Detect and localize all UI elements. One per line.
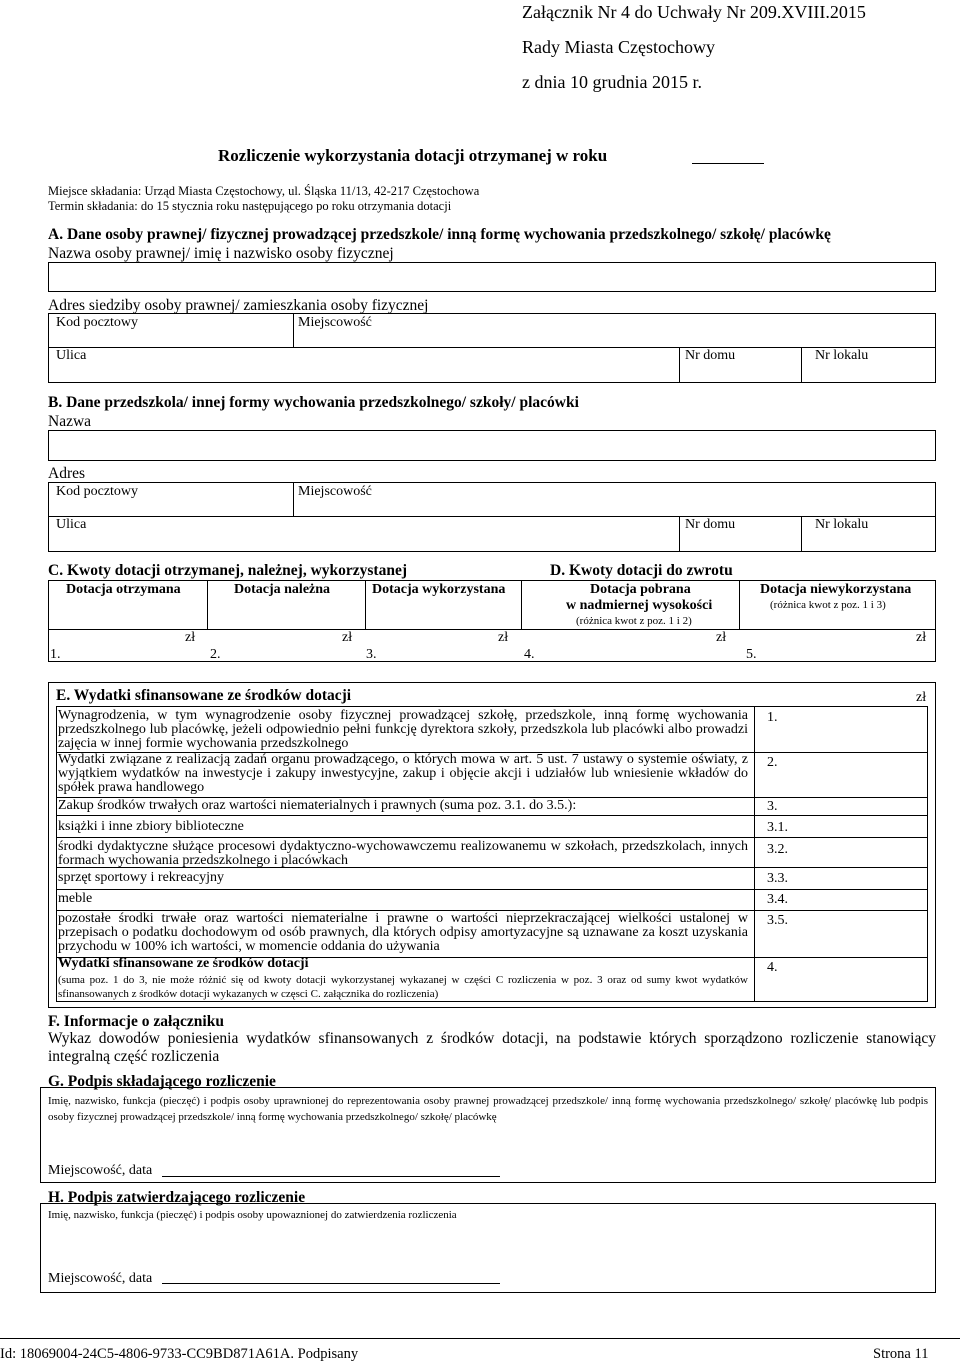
num-4: 4. [524, 647, 535, 662]
header-line-2: Rady Miasta Częstochowy [522, 37, 715, 57]
section-a-flat-label: Nr lokalu [815, 348, 869, 363]
expense-row-35-text: pozostałe środki trwałe oraz wartości niematerialne i prawne o wartości nieprzekraczającej wielkości ustalonej w przepisach o podatku dochodowym od osób prawnych, dla których odpisy amortyzacyjne są uznawane za koszt uzyskania przychodu w 100% ich wartości, w momencie oddania do używania [58, 911, 748, 954]
section-a-name-field[interactable] [48, 262, 936, 292]
section-f-text: Wykaz dowodów poniesienia wydatków sfinansowanych z środków dotacji, na podstawie których sporządzono rozliczenie stanowiący integralną część rozliczenia [48, 1030, 936, 1065]
section-a-street-label: Ulica [56, 348, 87, 363]
currency-3: zł [498, 630, 509, 645]
expense-row-33-num: 3.3. [767, 871, 788, 886]
footer-page-number: Strona 11 [873, 1346, 929, 1362]
section-a-title: A. Dane osoby prawnej/ fizycznej prowadzącej przedszkole/ inną formę wychowania przedszkolnego/ szkołę/ placówkę [48, 226, 831, 243]
expense-row-2-num: 2. [767, 755, 778, 770]
col-overpaid-header-1: Dotacja pobrana [590, 582, 691, 597]
expense-row-2-text: Wydatki związane z realizacją zadań organu prowadzącego, o których mowa w art. 5 ust. 7 ustawy o systemie oświaty, z wyjątkiem wydatków na inwestycje i zakupy inwestycyjne, zakup i objęcie akcji i udziałów lub wniesienie wkładów do spółek prawa handlowego [58, 752, 748, 795]
col-overpaid-header-2: w nadmiernej wysokości [566, 598, 713, 613]
expense-row-31-num: 3.1. [767, 820, 788, 835]
expense-row-31-text: książki i inne zbiory biblioteczne [58, 819, 244, 834]
currency-1: zł [185, 630, 196, 645]
col-overpaid-note: (różnica kwot z poz. 1 i 2) [576, 615, 692, 627]
footer-rule [0, 1338, 960, 1339]
page-title: Rozliczenie wykorzystania dotacji otrzymanej w roku [218, 146, 608, 165]
expense-row-1-num: 1. [767, 710, 778, 725]
section-a-address-box [48, 313, 936, 383]
currency-4: zł [716, 630, 727, 645]
expense-row-3-text: Zakup środków trwałych oraz wartości niematerialnych i prawnych (suma poz. 3.1. do 3.5.): [58, 798, 577, 813]
section-g-place-date-line[interactable] [162, 1176, 500, 1177]
section-g-text: Imię, nazwisko, funkcja (pieczęć) i podpis osoby uprawnionej do reprezentowania osoby prawnej prowadzącej przedszkole/ inną formę wychowania przedszkolnego/ szkołę/ placówkę lub podpis osoby fizycznej prowadzącej przedszkole/ inną formę wychowania przedszkolnego/ szkołę/ placówkę [48, 1095, 928, 1123]
section-h-title: H. Podpis zatwierdzającego rozliczenie [48, 1189, 306, 1206]
section-h-place-date-label: Miejscowość, data [48, 1271, 153, 1286]
num-2: 2. [210, 647, 221, 662]
section-a-name-label: Nazwa osoby prawnej/ imię i nazwisko osoby fizycznej [48, 245, 394, 262]
num-3: 3. [366, 647, 377, 662]
expense-row-34-num: 3.4. [767, 892, 788, 907]
col-due-header: Dotacja należna [234, 582, 331, 597]
expense-row-4-num: 4. [767, 960, 778, 975]
col-used-header: Dotacja wykorzystana [372, 582, 506, 597]
section-h-place-date-line[interactable] [162, 1283, 500, 1284]
expense-row-33-text: sprzęt sportowy i rekreacyjny [58, 870, 224, 885]
currency-2: zł [342, 630, 353, 645]
header-line-1: Załącznik Nr 4 do Uchwały Nr 209.XVIII.2015 [522, 2, 866, 22]
year-line [692, 163, 764, 164]
header-line-3: z dnia 10 grudnia 2015 r. [522, 72, 702, 92]
expense-row-35-num: 3.5. [767, 913, 788, 928]
footer-id: Id: 18069004-24C5-4806-9733-CC9BD871A61A. Podpisany [0, 1346, 359, 1362]
section-b-street-label: Ulica [56, 517, 87, 532]
section-a-city-label: Miejscowość [298, 315, 372, 330]
expense-row-4-title: Wydatki sfinansowane ze środków dotacji [58, 956, 309, 971]
section-b-name-field[interactable] [48, 430, 936, 461]
expense-row-34-text: meble [58, 891, 93, 906]
section-a-address-label: Adres siedziby osoby prawnej/ zamieszkania osoby fizycznej [48, 297, 429, 314]
section-a-house-label: Nr domu [685, 348, 736, 363]
section-b-city-label: Miejscowość [298, 484, 372, 499]
section-e-currency: zł [916, 690, 927, 705]
col-unused-header: Dotacja niewykorzystana [760, 582, 912, 597]
section-b-flat-label: Nr lokalu [815, 517, 869, 532]
expense-row-3-num: 3. [767, 799, 778, 814]
section-b-address-box [48, 482, 936, 552]
section-f-title: F. Informacje o załączniku [48, 1013, 224, 1030]
section-b-address-label: Adres [48, 465, 86, 482]
num-5: 5. [746, 647, 757, 662]
section-g-title: G. Podpis składającego rozliczenie [48, 1073, 276, 1090]
section-b-postal-label: Kod pocztowy [56, 484, 139, 499]
expense-row-4-text: (suma poz. 1 do 3, nie może różnić się od kwoty dotacji wykorzystanej wykazanej w części C rozliczenia w poz. 3 oraz od sumy kwot wydatków sfinansowanych z środków dotacji wykazanych w częsci C. załącznika do rozliczenia) [58, 974, 748, 1000]
col-received-header: Dotacja otrzymana [66, 582, 181, 597]
expense-row-32-num: 3.2. [767, 842, 788, 857]
section-b-house-label: Nr domu [685, 517, 736, 532]
section-h-text: Imię, nazwisko, funkcja (pieczęć) i podpis osoby upowaznionej do zatwierdzenia rozliczenia [48, 1209, 457, 1221]
section-b-name-label: Nazwa [48, 413, 92, 430]
section-b-title: B. Dane przedszkola/ innej formy wychowania przedszkolnego/ szkoły/ placówki [48, 394, 579, 411]
term-line: Termin składania: do 15 stycznia roku następującego po roku otrzymania dotacji [48, 199, 452, 213]
expense-row-32-text: środki dydaktyczne służące procesowi dydaktyczno-wychowawczemu realizowanemu w szkołach, przedszkolach, innych formach wychowania przedszkolnego i placówkach [58, 839, 748, 868]
section-a-postal-label: Kod pocztowy [56, 315, 139, 330]
section-g-place-date-label: Miejscowość, data [48, 1163, 153, 1178]
place-line: Miejsce składania: Urząd Miasta Częstochowy, ul. Śląska 11/13, 42-217 Częstochowa [48, 184, 480, 198]
currency-5: zł [916, 630, 927, 645]
num-1: 1. [50, 647, 61, 662]
section-d-title: D. Kwoty dotacji do zwrotu [550, 562, 733, 579]
section-e-title: E. Wydatki sfinansowane ze środków dotacji [56, 687, 352, 704]
section-c-title: C. Kwoty dotacji otrzymanej, należnej, wykorzystanej [48, 562, 408, 579]
col-unused-note: (różnica kwot z poz. 1 i 3) [770, 599, 886, 611]
expense-row-1-text: Wynagrodzenia, w tym wynagrodzenie osoby fizycznej prowadzącej szkołę, przedszkole, inną formę wychowania przedszkolnego lub placówkę, jeżeli odpowiednio pełni funkcję dyrektora szkoły, przedszkola lub placówki albo prowadzi zajęcia w innej formie wychowania przedszkolnego [58, 708, 748, 751]
